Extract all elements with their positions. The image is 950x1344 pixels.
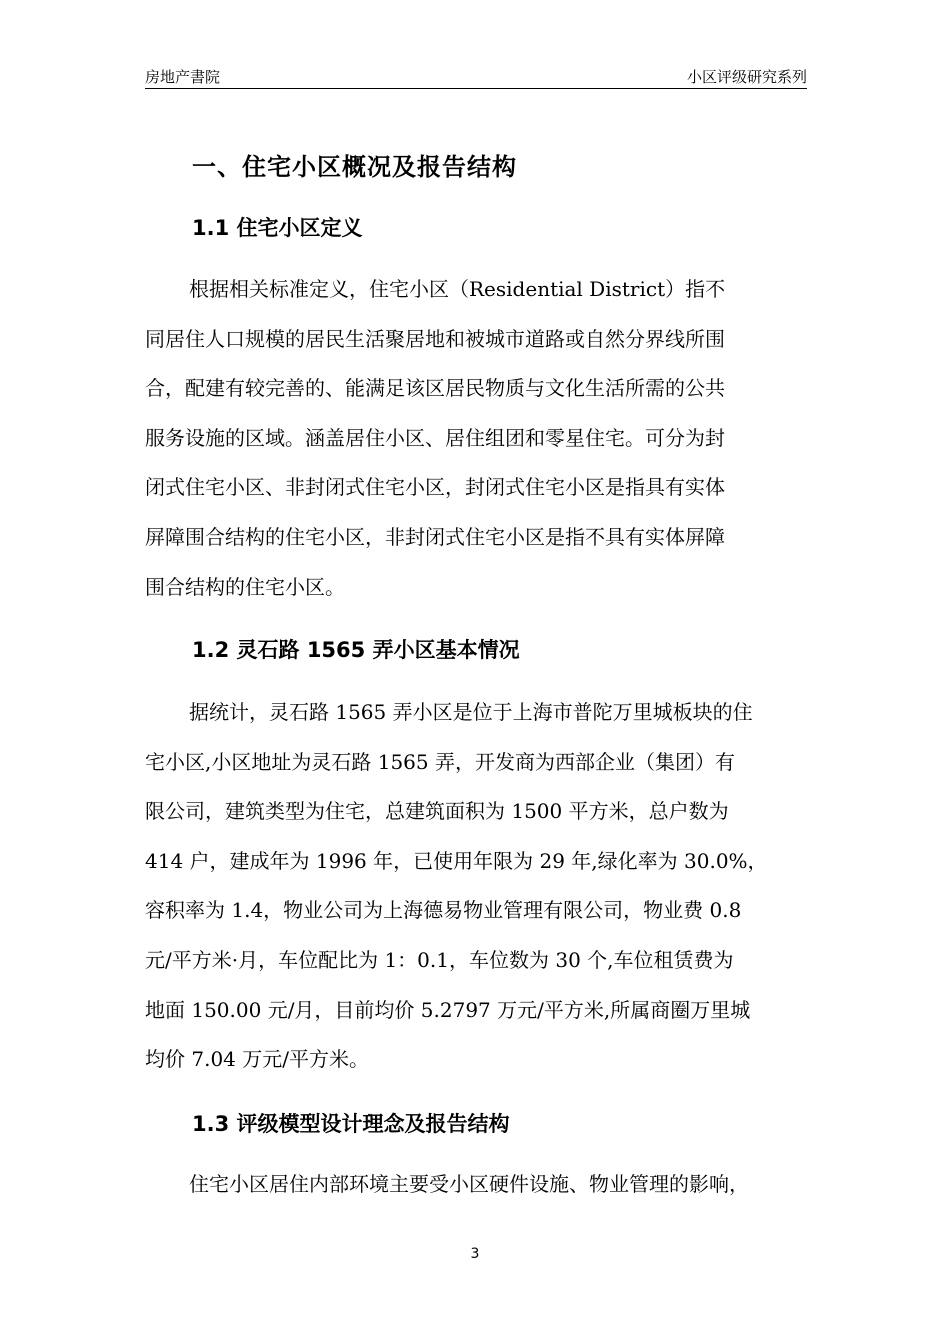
text-line: 合，配建有较完善的、能满足该区居民物质与文化生活所需的公共 (145, 376, 725, 401)
text-line: 闭式住宅小区、非封闭式住宅小区，封闭式住宅小区是指具有实体 (145, 475, 725, 500)
paragraph-1-3 (145, 1160, 813, 1210)
text-line: 限公司，建筑类型为住宅，总建筑面积为 1500 平方米，总户数为 (145, 799, 729, 824)
section-title: 一、住宅小区概况及报告结构 (192, 153, 517, 181)
header-publisher: 房地产書院 (145, 68, 221, 86)
text-line: 据统计，灵石路 1565 弄小区是位于上海市普陀万里城板块的住 (189, 700, 753, 724)
paragraph-1-2 (145, 688, 813, 1085)
header-series: 小区评级研究系列 (686, 68, 807, 86)
page-number: 3 (470, 1246, 480, 1262)
text-line: 地面 150.00 元/月，目前均价 5.2797 万元/平方米,所属商圈万里城 (145, 997, 751, 1022)
paragraph-1-1 (145, 265, 813, 612)
text-line: 宅小区,小区地址为灵石路 1565 弄，开发商为西部企业（集团）有 (145, 749, 735, 774)
heading-1-1: 1.1 住宅小区定义 (192, 216, 363, 240)
text-line: 屏障围合结构的住宅小区，非封闭式住宅小区是指不具有实体屏障 (145, 524, 725, 549)
heading-1-3: 1.3 评级模型设计理念及报告结构 (192, 1112, 510, 1136)
text-line: 容积率为 1.4，物业公司为上海德易物业管理有限公司，物业费 0.8 (145, 898, 742, 923)
text-line: 围合结构的住宅小区。 (145, 574, 345, 599)
heading-1-2: 1.2 灵石路 1565 弄小区基本情况 (192, 638, 520, 662)
text-line: 414 户，建成年为 1996 年，已使用年限为 29 年,绿化率为 30.0%， (145, 848, 768, 873)
page-header (145, 62, 807, 89)
text-line: 元/平方米·月，车位配比为 1：0.1，车位数为 30 个,车位租赁费为 (145, 947, 734, 972)
text-line: 同居住人口规模的居民生活聚居地和被城市道路或自然分界线所围 (145, 326, 725, 351)
text-line: 服务设施的区域。涵盖居住小区、居住组团和零星住宅。可分为封 (145, 425, 725, 450)
text-line: 根据相关标准定义，住宅小区（Residential District）指不 (189, 277, 726, 301)
text-line: 均价 7.04 万元/平方米。 (145, 1047, 369, 1072)
text-line: 住宅小区居住内部环境主要受小区硬件设施、物业管理的影响， (189, 1172, 749, 1196)
